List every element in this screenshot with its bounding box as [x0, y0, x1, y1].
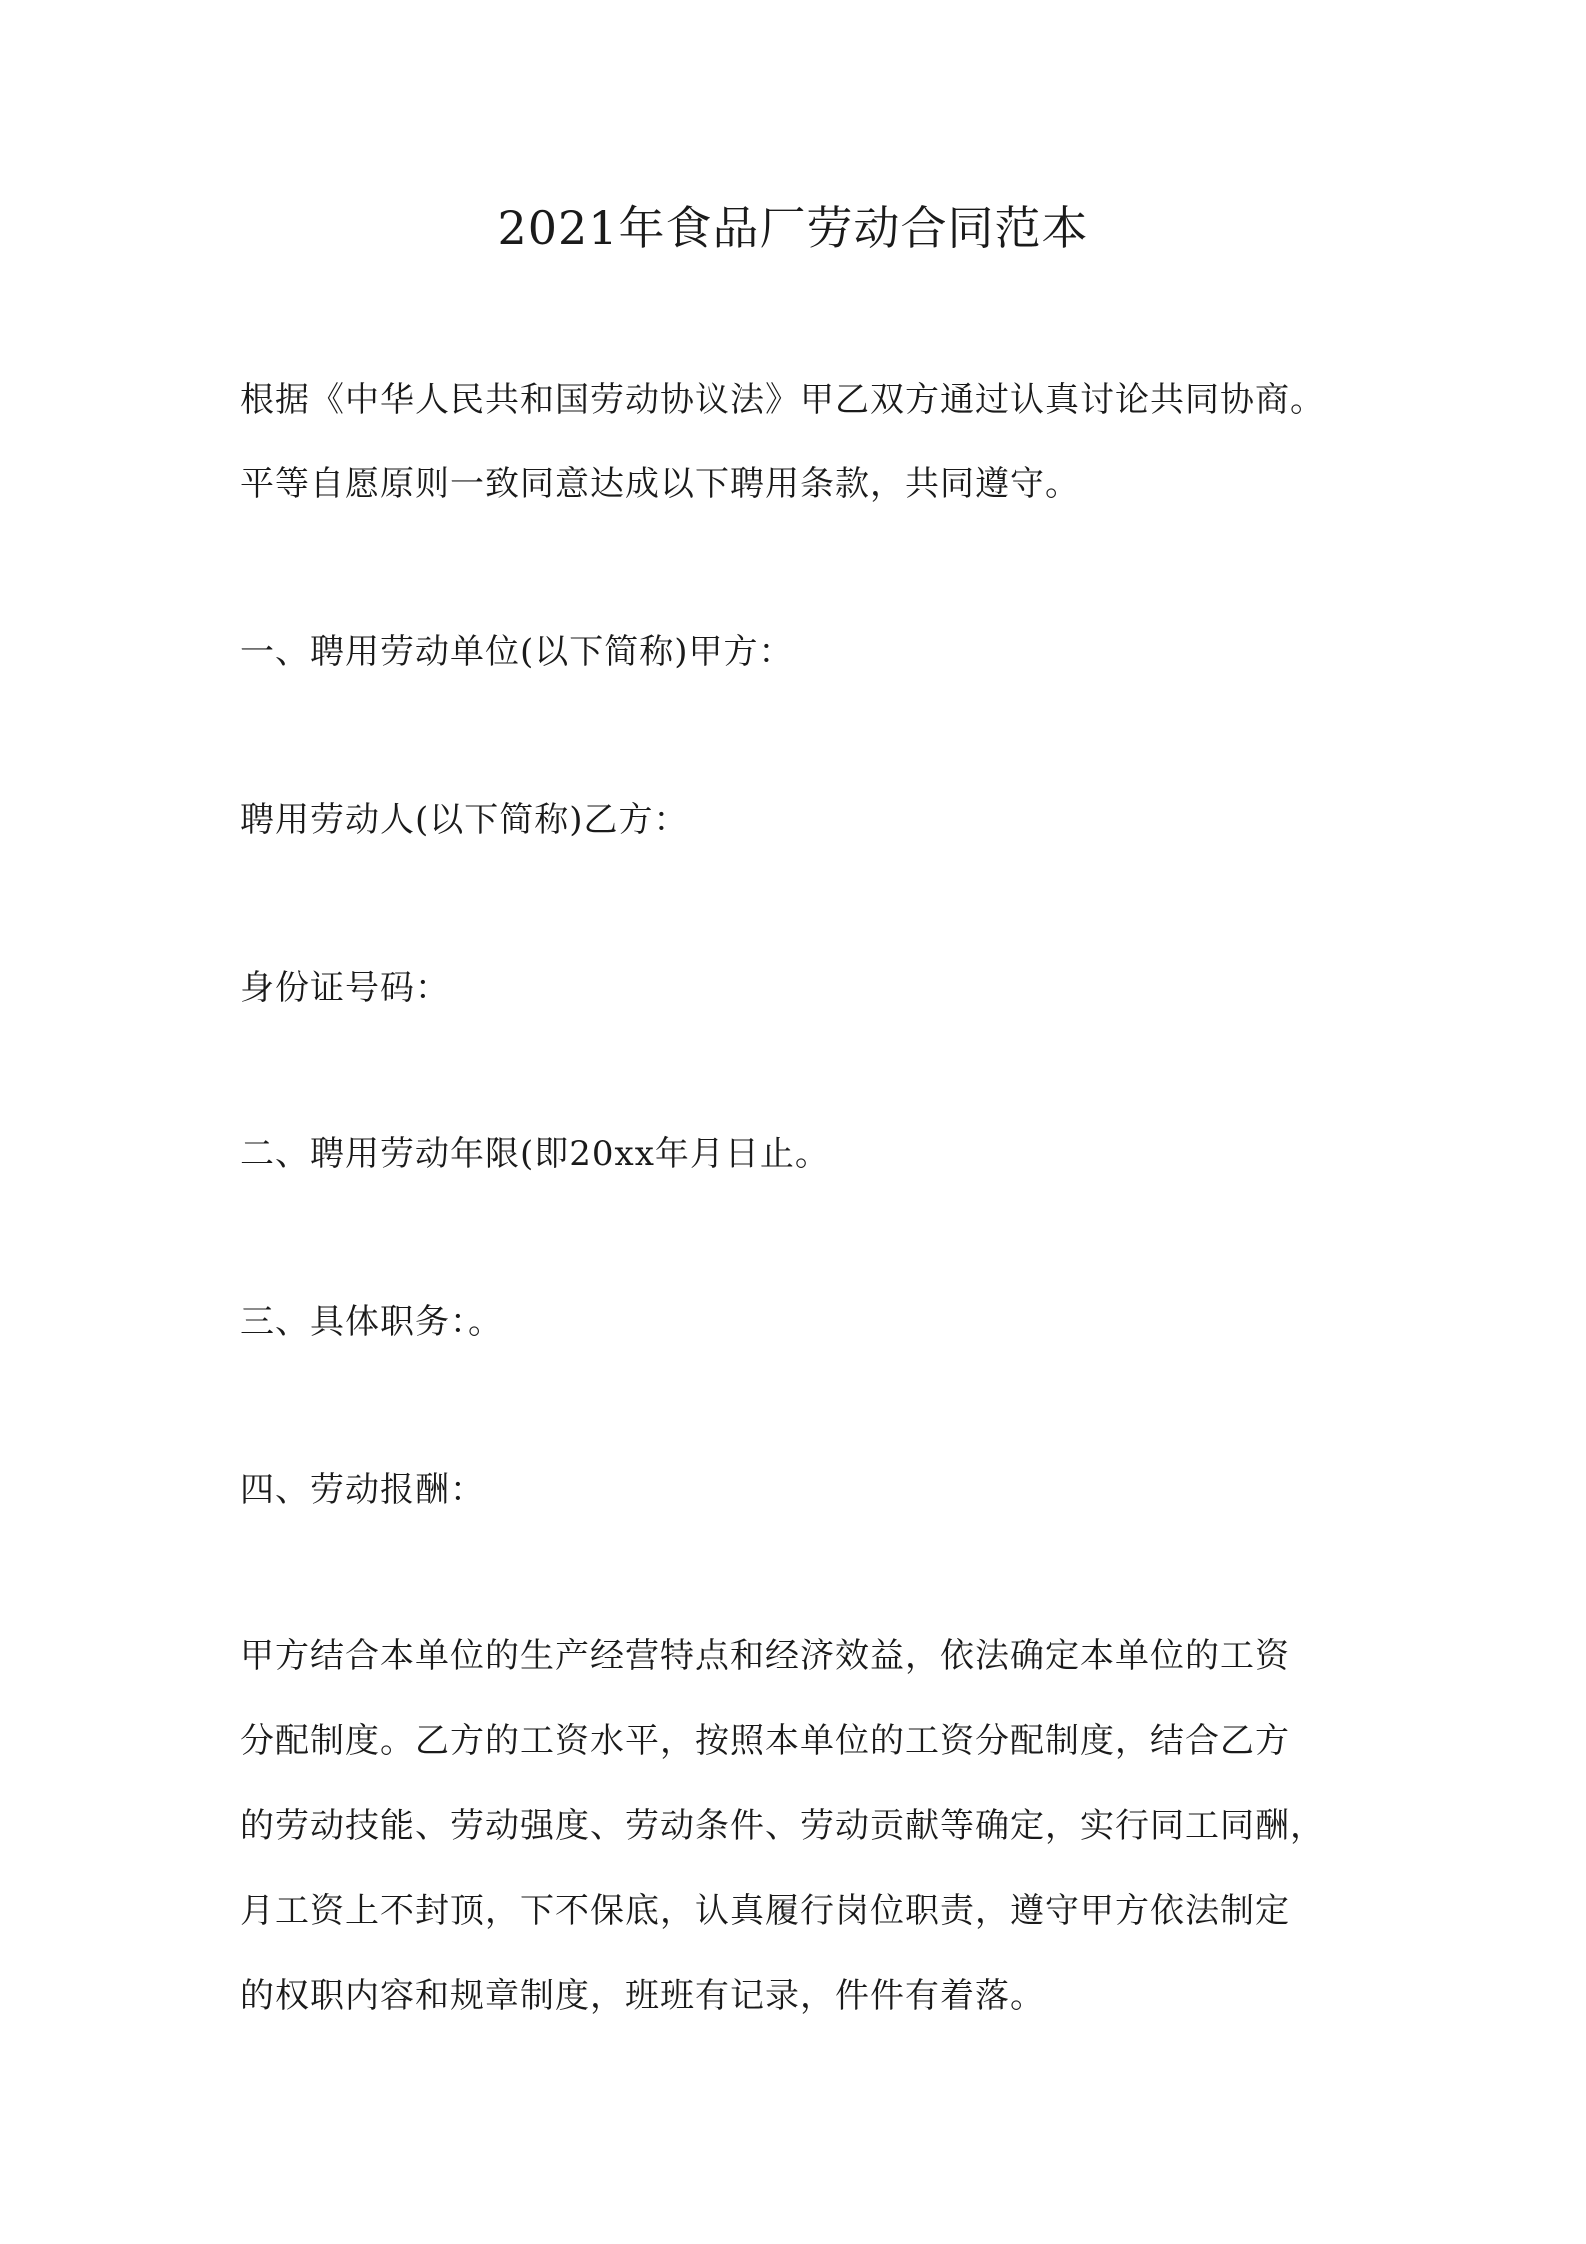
- intro-line-2: 平等自愿原则一致同意达成以下聘用条款，共同遵守。: [240, 464, 1080, 504]
- employee-line: 聘用劳动人(以下简称)乙方：: [240, 800, 689, 840]
- section-1-employer: 一、聘用劳动单位(以下简称)甲方：: [240, 632, 794, 672]
- section-3-duties: 三、具体职务：。: [240, 1302, 503, 1342]
- id-number-line: 身份证号码：: [240, 968, 450, 1008]
- section-2-term: 二、聘用劳动年限(即20xx年月日止。: [240, 1134, 830, 1174]
- pay-paragraph-line-3: 的劳动技能、劳动强度、劳动条件、劳动贡献等确定，实行同工同酬，: [240, 1806, 1325, 1846]
- pay-paragraph-line-1: 甲方结合本单位的生产经营特点和经济效益，依法确定本单位的工资: [240, 1636, 1290, 1676]
- intro-line-1: 根据《中华人民共和国劳动协议法》甲乙双方通过认真讨论共同协商。: [240, 380, 1325, 420]
- document-title: 2021年食品厂劳动合同范本: [497, 201, 1089, 255]
- pay-paragraph-line-4: 月工资上不封顶，下不保底，认真履行岗位职责，遵守甲方依法制定: [240, 1891, 1290, 1931]
- section-4-pay: 四、劳动报酬：: [240, 1470, 485, 1510]
- pay-paragraph-line-2: 分配制度。乙方的工资水平，按照本单位的工资分配制度，结合乙方: [240, 1721, 1290, 1761]
- pay-paragraph-line-5: 的权职内容和规章制度，班班有记录，件件有着落。: [240, 1976, 1045, 2016]
